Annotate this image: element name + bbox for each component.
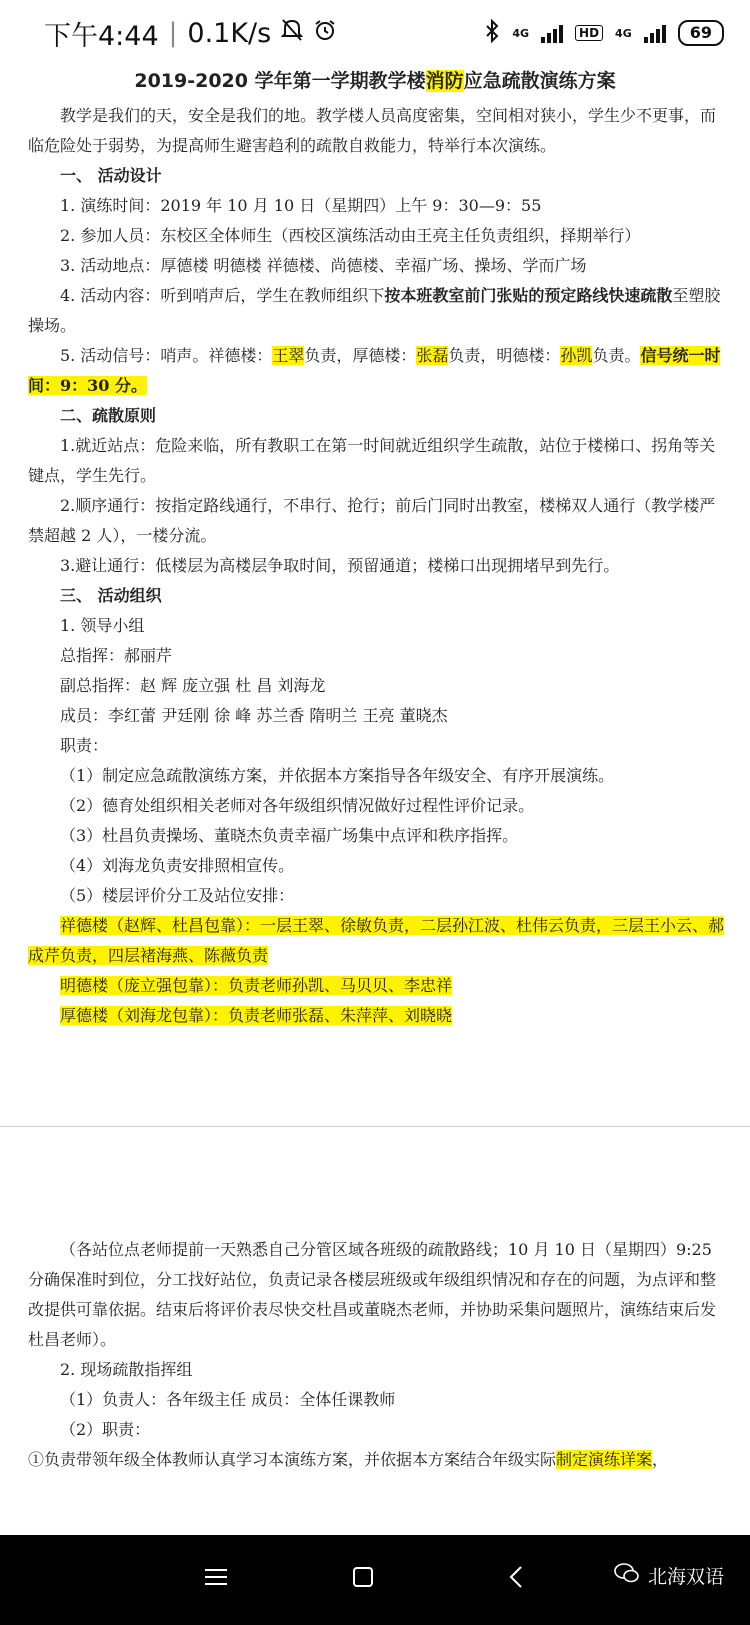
title-highlight: 消防 xyxy=(425,70,464,92)
text-run: 5. 活动信号：哨声。祥德楼： xyxy=(60,346,273,365)
list-item: （5）楼层评价分工及站位安排： xyxy=(60,886,295,905)
status-right xyxy=(484,19,750,48)
list-item: （4）刘海龙负责安排照相宣传。 xyxy=(60,856,295,875)
section-heading: 三、 活动组织 xyxy=(60,586,162,605)
alarm-icon xyxy=(313,18,337,49)
highlighted-text: 制定演练详案 xyxy=(556,1450,653,1469)
watermark xyxy=(614,1562,724,1589)
network-type-2: 4G xyxy=(615,26,632,40)
highlighted-text: 祥德楼（赵辉、杜昌包靠）：一层王翠、徐敏负责，二层孙江波、杜伟云负责，三层王小云、郝成芹负责，四层褚海燕、陈薇负责 xyxy=(28,916,725,965)
document-page xyxy=(0,60,750,1475)
network-speed: 0.1K/s xyxy=(187,17,272,49)
page-gap xyxy=(0,1031,750,1126)
text-run: 负责，明德楼： xyxy=(448,346,561,365)
list-item: 总指挥：郝丽芹 xyxy=(60,646,173,665)
highlighted-name: 张磊 xyxy=(416,346,449,365)
highlighted-assignment xyxy=(0,1001,750,1031)
mute-icon xyxy=(281,18,303,49)
document-page-2 xyxy=(0,1127,750,1475)
signal-icon-2 xyxy=(644,23,666,43)
home-icon xyxy=(352,1573,374,1592)
section-heading: 二、疏散原则 xyxy=(60,406,157,425)
title-part: 应急疏散演练方案 xyxy=(463,70,616,92)
clock: 下午4:44 xyxy=(44,20,159,52)
paragraph: （各站位点老师提前一天熟悉自己分管区域各班级的疏散路线；10 月 10 日（星期四）9:25 分确保准时到位，分工找好站位，负责记录各楼层班级或年级组织情况和存在的问题，为点评和整改提供可靠依据。结束后将评价表尽快交杜昌或董晓杰老师，并协助采集问题照片，演练结束后发杜昌老师）。 xyxy=(28,1240,717,1349)
document-title xyxy=(0,66,750,93)
list-item xyxy=(0,1445,750,1475)
list-item: 职责： xyxy=(60,736,109,755)
list-item xyxy=(0,341,750,401)
list-item: 1. 领导小组 xyxy=(60,616,145,635)
menu-icon xyxy=(205,1572,227,1591)
text-run: ①负责带领年级全体教师认真学习本演练方案，并依据本方案结合年级实际 xyxy=(28,1450,557,1469)
list-item: 2. 现场疏散指挥组 xyxy=(60,1360,193,1379)
status-separator: | xyxy=(168,18,178,48)
highlighted-assignment xyxy=(0,971,750,1001)
wechat-icon xyxy=(614,1562,640,1589)
list-item: 成员：李红蕾 尹廷刚 徐 峰 苏兰香 隋明兰 王亮 董晓杰 xyxy=(60,706,448,725)
battery-icon: 69 xyxy=(678,20,724,46)
network-type-1: 4G xyxy=(512,26,530,40)
bold-text: 按本班教室前门张贴的预定路线快速疏散 xyxy=(384,286,673,305)
text-run: 至塑胶操场。 xyxy=(28,286,721,335)
list-item xyxy=(0,281,750,341)
list-item: 1.就近站点：危险来临，所有教职工在第一时间就近组织学生疏散，站位于楼梯口、拐角等关键点，学生先行。 xyxy=(28,436,716,485)
menu-button[interactable] xyxy=(205,1567,227,1591)
text-run: 4. 活动内容：听到哨声后，学生在教师组织下 xyxy=(60,286,385,305)
list-item: 3.避让通行：低楼层为高楼层争取时间，预留通道；楼梯口出现拥堵早到先行。 xyxy=(60,556,620,575)
list-item: 1. 演练时间：2019 年 10 月 10 日（星期四）上午 9：30—9：55 xyxy=(60,196,542,215)
highlighted-text: 厚德楼（刘海龙包靠）：负责老师张磊、朱萍萍、刘晓晓 xyxy=(60,1006,453,1025)
back-button[interactable] xyxy=(508,1565,524,1593)
highlighted-signal-time: 信号统一时间：9：30 分。 xyxy=(28,346,721,395)
list-item: （2）德育处组织相关老师对各年级组织情况做好过程性评价记录。 xyxy=(60,796,535,815)
highlighted-name: 孙凯 xyxy=(560,346,593,365)
home-button[interactable] xyxy=(352,1566,374,1592)
list-item: （3）杜昌负责操场、董晓杰负责幸福广场集中点评和秩序指挥。 xyxy=(60,826,519,845)
list-item: 2. 参加人员：东校区全体师生（西校区演练活动由王亮主任负责组织，择期举行） xyxy=(60,226,641,245)
list-item: （1）制定应急疏散演练方案，并依据本方案指导各年级安全、有序开展演练。 xyxy=(60,766,615,785)
bluetooth-icon xyxy=(484,19,500,48)
list-item: （2）职责： xyxy=(60,1420,151,1439)
text-run: 负责。 xyxy=(592,346,641,365)
intro-paragraph: 教学是我们的天，安全是我们的地。教学楼人员高度密集，空间相对狭小，学生少不更事，而临危险处于弱势，为提高师生避害趋利的疏散自救能力，特举行本次演练。 xyxy=(28,106,717,155)
list-item: 副总指挥：赵 辉 庞立强 杜 昌 刘海龙 xyxy=(60,676,326,695)
section-heading: 一、 活动设计 xyxy=(60,166,162,185)
title-part: 2019-2020 学年第一学期教学楼 xyxy=(134,70,426,92)
list-item: （1）负责人：各年级主任 成员：全体任课教师 xyxy=(60,1390,396,1409)
highlighted-name: 王翠 xyxy=(272,346,305,365)
back-icon xyxy=(508,1574,524,1593)
highlighted-assignment xyxy=(0,911,750,971)
status-bar xyxy=(0,0,750,66)
text-run: ， xyxy=(652,1450,669,1469)
status-left xyxy=(0,14,337,53)
list-item: 2.顺序通行：按指定路线通行，不串行、抢行；前后门同时出教室，楼梯双人通行（教学楼严禁超越 2 人），一楼分流。 xyxy=(28,496,716,545)
hd-badge: HD xyxy=(575,25,603,41)
list-item: 3. 活动地点：厚德楼 明德楼 祥德楼、尚德楼、幸福广场、操场、学而广场 xyxy=(60,256,587,275)
highlighted-text: 明德楼（庞立强包靠）：负责老师孙凯、马贝贝、李忠祥 xyxy=(60,976,453,995)
signal-icon-1 xyxy=(541,23,563,43)
watermark-text: 北海双语 xyxy=(647,1566,724,1588)
text-run: 负责，厚德楼： xyxy=(304,346,417,365)
